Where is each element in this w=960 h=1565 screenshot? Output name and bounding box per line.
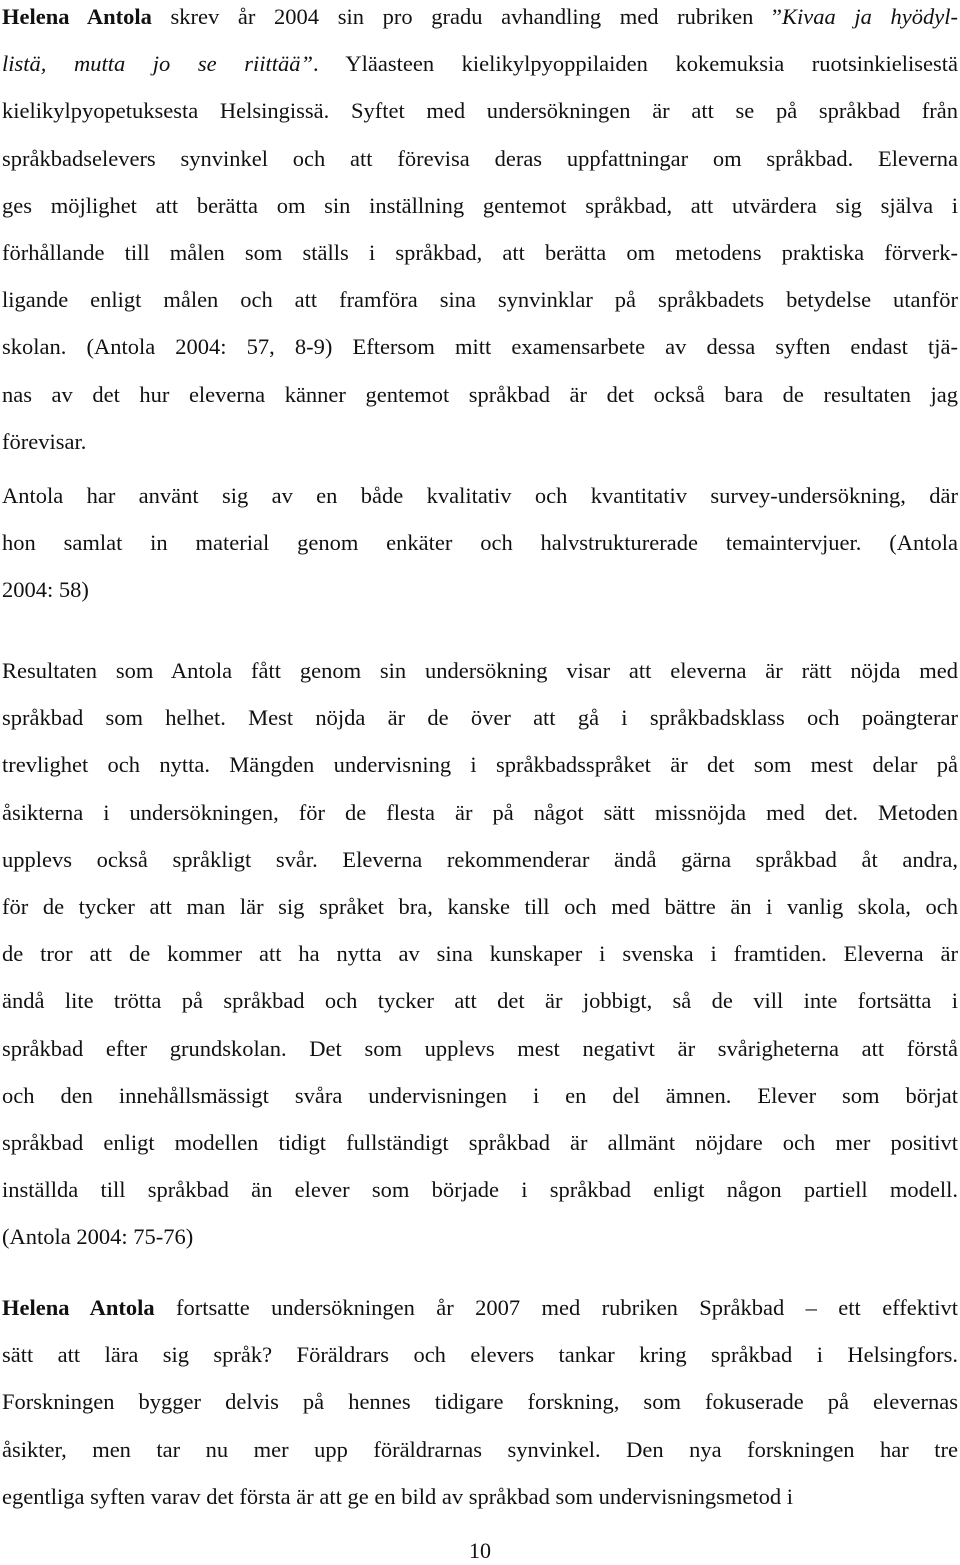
text-segment: Resultaten som Antola fått genom sin undersökning visar att eleverna är rätt nöjda med	[2, 658, 958, 683]
text-line	[2, 575, 958, 605]
text-line	[2, 481, 958, 511]
text-segment: åsikterna i undersökningen, för de flesta är på något sätt missnöjda med det. Metoden	[2, 799, 958, 825]
text-line	[2, 332, 958, 362]
text-line	[2, 144, 958, 174]
text-line	[2, 49, 958, 79]
text-segment: trevlighet och nytta. Mängden undervisning i språkbadsspråket är det som mest delar på	[2, 752, 958, 778]
text-line	[2, 2, 958, 32]
text-segment: egentliga syften varav det första är att ge en bild av språkbad som undervisningsmetod i	[2, 1483, 794, 1509]
text-segment: ändå lite trötta på språkbad och tycker att det är jobbigt, så de vill inte fortsätta i	[2, 988, 958, 1014]
page-number: 10	[469, 1538, 491, 1563]
text-line	[2, 986, 958, 1016]
text-segment: . Yläasteen kielikylpyoppilaiden kokemuksia ruotsinkielisestä	[313, 51, 959, 77]
text-segment: kielikylpyopetuksesta Helsingissä. Syftet med undersökningen är att se på språkbad från	[2, 98, 958, 124]
text-line	[2, 528, 958, 558]
text-segment: språkbad enligt modellen tidigt fullständigt språkbad är allmänt nöjdare och mer positivt	[2, 1130, 958, 1155]
text-segment: de tror att de kommer att ha nytta av sina kunskaper i svenska i framtiden. Eleverna är	[2, 941, 958, 967]
italic-text: listä, mutta jo se riittää”	[2, 51, 313, 77]
text-segment: inställda till språkbad än elever som började i språkbad enligt någon partiell modell.	[2, 1177, 958, 1203]
text-line	[2, 656, 958, 686]
text-line	[2, 380, 958, 410]
text-line	[2, 238, 958, 268]
text-line	[2, 939, 958, 969]
text-segment: och den innehållsmässigt svåra undervisningen i en del ämnen. Elever som börjat	[2, 1082, 958, 1108]
text-segment: förevisar.	[2, 428, 87, 454]
text-line	[2, 845, 958, 875]
text-line	[2, 427, 958, 457]
text-line	[2, 703, 958, 733]
text-line	[2, 1340, 958, 1370]
text-segment: språkbad efter grundskolan. Det som upplevs mest negativt är svårigheterna att förstå	[2, 1035, 958, 1061]
text-line	[2, 892, 958, 922]
text-segment: skrev år 2004 sin pro gradu avhandling med rubriken ”	[151, 4, 782, 29]
text-line	[2, 750, 958, 780]
text-line	[2, 1034, 958, 1064]
italic-text: Kivaa ja hyödyl-	[781, 4, 958, 29]
text-segment: 2004: 58)	[2, 577, 89, 603]
text-line	[2, 1081, 958, 1111]
text-segment: hon samlat in material genom enkäter och halvstrukturerade temaintervjuer. (Antola	[2, 530, 958, 556]
text-segment: skolan. (Antola 2004: 57, 8-9) Eftersom mitt examensarbete av dessa syften endast tjä-	[2, 334, 958, 360]
text-line	[2, 1293, 958, 1323]
text-line	[2, 1435, 958, 1465]
text-line	[2, 285, 958, 315]
text-segment: fortsatte undersökningen år 2007 med rubriken Språkbad – ett effektivt	[154, 1295, 958, 1320]
text-segment: ligande enligt målen och att framföra sina synvinklar på språkbadets betydelse utanför	[2, 287, 958, 313]
text-line	[2, 96, 958, 126]
bold-text: Helena Antola	[2, 1295, 155, 1320]
text-line	[2, 798, 958, 828]
bold-text: Helena Antola	[2, 4, 152, 29]
text-segment: nas av det hur eleverna känner gentemot språkbad är det också bara de resultaten jag	[2, 381, 958, 407]
text-segment: språkbad som helhet. Mest nöjda är de över att gå i språkbadsklass och poängterar	[2, 705, 958, 731]
text-segment: språkbadselevers synvinkel och att förevisa deras uppfattningar om språkbad. Eleverna	[2, 145, 958, 171]
text-segment: åsikter, men tar nu mer upp föräldrarnas synvinkel. Den nya forskningen har tre	[2, 1436, 958, 1462]
text-segment: Antola har använt sig av en både kvalitativ och kvantitativ survey-undersökning, där	[2, 483, 958, 508]
text-segment: upplevs också språkligt svår. Eleverna rekommenderar ändå gärna språkbad åt andra,	[2, 846, 958, 872]
text-segment: (Antola 2004: 75-76)	[2, 1224, 194, 1250]
text-line	[2, 191, 958, 221]
text-line	[2, 1222, 958, 1252]
text-segment: för de tycker att man lär sig språket bra, kanske till och med bättre än i vanlig skola, och	[2, 894, 958, 919]
text-line	[2, 1387, 958, 1417]
text-segment: Forskningen bygger delvis på hennes tidigare forskning, som fokuserade på elevernas	[2, 1389, 958, 1415]
text-segment: förhållande till målen som ställs i språkbad, att berätta om metodens praktiska förverk-	[2, 240, 958, 265]
text-segment: sätt att lära sig språk? Föräldrars och elevers tankar kring språkbad i Helsingfors.	[2, 1342, 958, 1368]
text-line	[2, 1482, 958, 1512]
text-segment: ges möjlighet att berätta om sin inställning gentemot språkbad, att utvärdera sig själva i	[2, 192, 958, 218]
text-line	[2, 1175, 958, 1205]
text-line	[2, 1128, 958, 1158]
